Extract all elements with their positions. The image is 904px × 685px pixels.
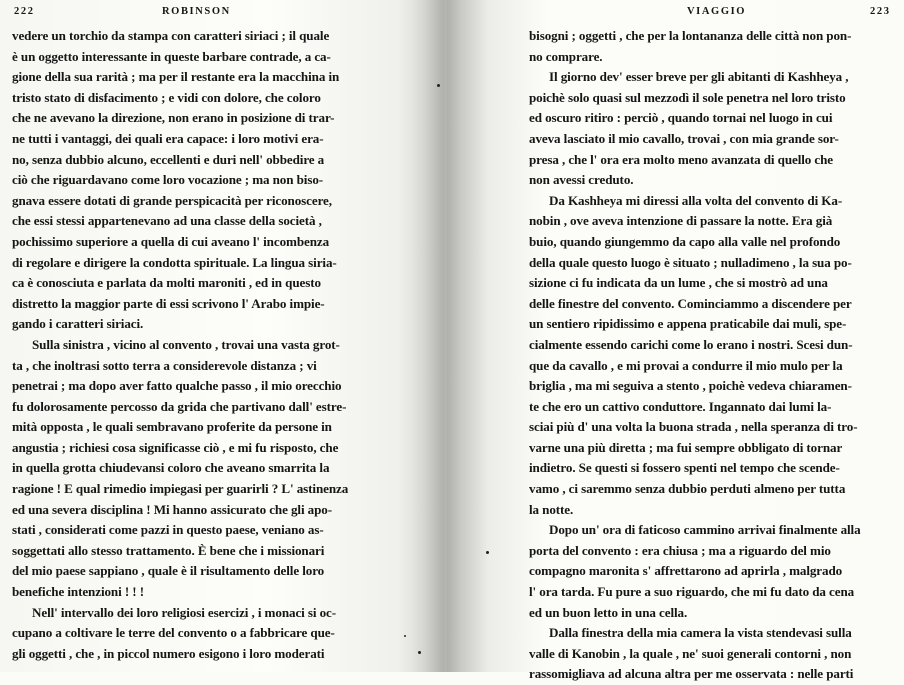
text-line: in quella grotta chiudevansi coloro che aveano smarrita la (12, 460, 330, 476)
text-line: benefiche intenzioni ! ! ! (12, 584, 144, 600)
text-line: stati , considerati come pazzi in questo paese, veniano as- (12, 522, 324, 538)
text-line: di regolare e dirigere la condotta spirituale. La lingua siria- (12, 254, 337, 270)
text-line: Sulla sinistra , vicino al convento , trovai una vasta grot- (32, 336, 340, 352)
text-line: Dalla finestra della mia camera la vista stendevasi sulla (549, 625, 852, 641)
page-number-left: 222 (14, 6, 35, 17)
text-line: del mio paese sappiano , quale è il risultamento delle loro (12, 563, 325, 579)
text-line: ta , che inoltrasi sotto terra a considerevole distanza ; vi (12, 357, 317, 373)
text-line: aveva lasciato il mio cavallo, trovai , con mia grande sor- (529, 130, 839, 146)
text-line: delle finestre del convento. Cominciammo a discendere per (529, 295, 852, 311)
text-line: ed un buon letto in una cella. (529, 604, 688, 620)
text-line: nobin , ove aveva intenzione di passare la notte. Era già (529, 213, 833, 229)
text-line: che essi stessi appartenevano ad una classe della società , (12, 213, 322, 229)
text-line: angustia ; richiesi cosa significasse ciò , e mi fu risposto, che (12, 439, 339, 455)
text-line: rassomigliava ad alcuna altra per me osservata : nelle parti (529, 666, 854, 682)
right-page-text (529, 26, 897, 685)
text-line: porta del convento : era chiusa ; ma a riguardo del mio (529, 542, 831, 558)
ink-speck (404, 635, 406, 637)
text-line: fu dolorosamente percosso da grida che partivano dall' estre- (12, 398, 347, 414)
text-line: gli oggetti , che , in piccol numero esigono i loro moderati (12, 645, 325, 661)
text-line: gione della sua rarità ; ma per il restante era la macchina in (12, 69, 340, 85)
text-line: è un oggetto interessante in queste barbare contrade, a ca- (12, 48, 331, 64)
text-line: l' ora tarda. Fu pure a suo riguardo, che mi fu dato da cena (529, 584, 855, 600)
text-line: compagno maronita s' affrettarono ad aprirla , malgrado (529, 563, 843, 579)
text-line: gnava essere dotati di grande perspicacità per riconoscere, (12, 192, 332, 208)
text-line: ca è conosciuta e parlata da molti maroniti , ed in questo (12, 275, 321, 291)
text-line: cialmente essendo carichi come lo erano i nostri. Scesi dun- (529, 336, 853, 352)
text-line: presa , che l' ora era molto meno avanzata di quello che (529, 151, 834, 167)
text-line: briglia , ma mi seguiva a stento , poichè vedeva chiaramen- (529, 378, 852, 394)
text-line: la notte. (529, 501, 574, 517)
text-line: che ne avevano la direzione, non erano in posizione di trar- (12, 110, 335, 126)
running-head-left: ROBINSON (162, 6, 231, 17)
text-line: no, senza dubbio alcuno, eccellenti e duri nell' obbedire a (12, 151, 325, 167)
ink-speck (486, 551, 489, 554)
text-line: non avessi creduto. (529, 172, 634, 188)
text-line: cupano a coltivare le terre del convento o a fabbricare que- (12, 625, 335, 641)
left-page (0, 0, 447, 672)
text-line: sizione ci fu indicata da un lume , che si mostrò ad una (529, 275, 828, 291)
text-line: Da Kashheya mi diressi alla volta del convento di Ka- (549, 192, 843, 208)
text-line: penetrai ; ma dopo aver fatto qualche passo , il mio orecchio (12, 378, 342, 394)
text-line: mità opposta , le quali sembravano proferite da persone in (12, 419, 332, 435)
running-head-right: VIAGGIO (687, 6, 747, 17)
text-line: varne una più diretta ; ma fui sempre obbligato di tornar (529, 439, 843, 455)
ink-speck (418, 651, 421, 654)
text-line: poichè solo quasi sul mezzodì il sole penetra nel loro tristo (529, 89, 846, 105)
text-line: no comprare. (529, 48, 603, 64)
text-line: ed oscuro ritiro : perciò , quando tornai nel luogo in cui (529, 110, 833, 126)
right-page (447, 0, 904, 682)
text-line: te che ero un cattivo conduttore. Ingannato dai lumi la- (529, 398, 832, 414)
text-line: valle di Kanobin , la quale , ne' suoi generali contorni , non (529, 645, 852, 661)
text-line: soggettati allo stesso trattamento. È bene che i missionari (12, 542, 325, 558)
text-line: sciai più d' una volta la buona strada , nella speranza di tro- (529, 419, 858, 435)
text-line: Dopo un' ora di faticoso cammino arrivai finalmente alla (549, 522, 861, 538)
left-page-text (12, 26, 382, 664)
text-line: distretto la maggior parte di essi scrivono l' Arabo impie- (12, 295, 325, 311)
text-line: vamo , ci saremmo senza dubbio perduti almeno per tutta (529, 481, 846, 497)
text-line: bisogni ; oggetti , che per la lontananza delle città non pon- (529, 28, 852, 43)
text-line: que da cavallo , e mi provai a condurre il mio mulo per la (529, 357, 843, 373)
text-line: ed una severa disciplina ! Mi hanno assicurato che gli apo- (12, 501, 333, 517)
text-line: gando i caratteri siriaci. (12, 316, 144, 332)
page-number-right: 223 (870, 6, 891, 17)
text-line: un sentiero ripidissimo e appena praticabile dai muli, spe- (529, 316, 847, 332)
text-line: Il giorno dev' esser breve per gli abitanti di Kashheya , (549, 69, 849, 85)
text-line: ragione ! E qual rimedio impiegasi per guarirli ? L' astinenza (12, 481, 349, 497)
text-line: indietro. Se questi si fossero spenti nel tempo che scende- (529, 460, 840, 476)
text-line: tristo stato di disfacimento ; e vidi con dolore, che coloro (12, 89, 321, 105)
text-line: ciò che riguardavano come loro vocazione ; ma non biso- (12, 172, 324, 188)
text-line: vedere un torchio da stampa con caratteri siriaci ; il quale (12, 28, 330, 43)
text-line: ne tutti i vantaggi, dei quali era capace: i loro motivi era- (12, 130, 324, 146)
text-line: Nell' intervallo dei loro religiosi esercizi , i monaci si oc- (32, 604, 336, 620)
text-line: pochissimo superiore a quella di cui aveano l' incombenza (12, 233, 330, 249)
ink-speck (437, 84, 440, 87)
text-line: della quale questo luogo è situato ; nulladimeno , la sua po- (529, 254, 852, 270)
text-line: buio, quando giungemmo da capo alla valle nel profondo (529, 233, 841, 249)
